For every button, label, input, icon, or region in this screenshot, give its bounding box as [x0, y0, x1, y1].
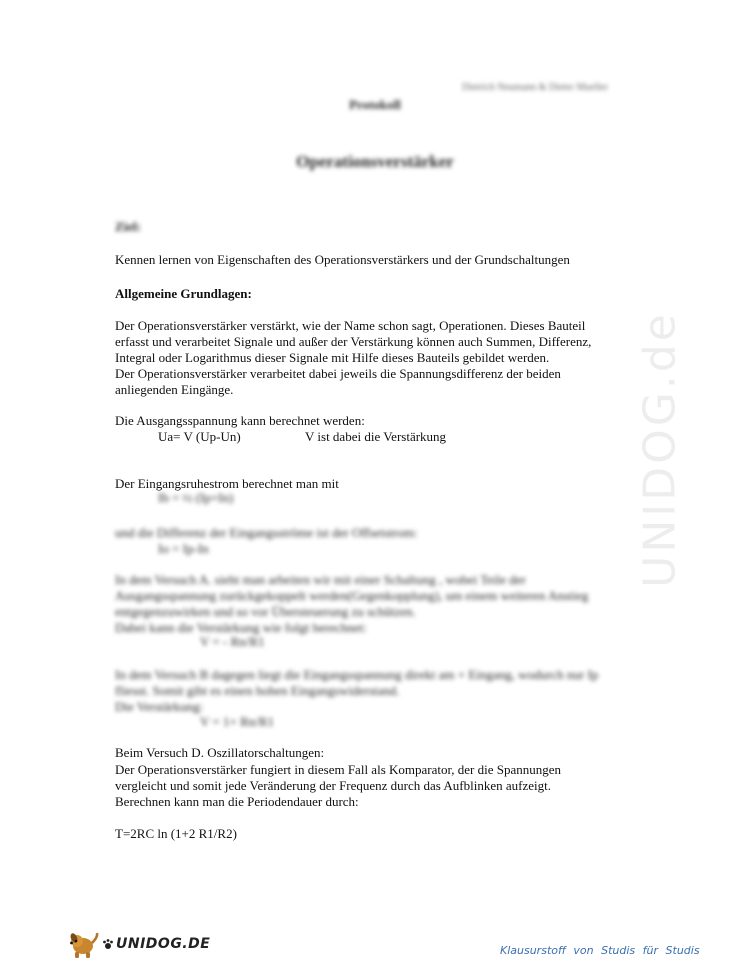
- grundlagen-heading: Allgemeine Grundlagen:: [115, 286, 252, 301]
- paragraph-line: Berechnen kann man die Periodendauer durch:: [115, 794, 359, 809]
- watermark-text: UNIDOG.de: [634, 311, 686, 588]
- ruhestrom-intro: Der Eingangsruhestrom berechnet man mit: [115, 476, 339, 491]
- offset-intro: und die Differenz der Eingangsströme ist der Offsetstrom:: [115, 525, 418, 540]
- paragraph-line: Der Operationsverstärker verstärkt, wie der Name schon sagt, Operationen. Dieses Bauteil: [115, 318, 586, 333]
- page-title: Operationsverstärker: [296, 152, 454, 171]
- ausgang-note: V ist dabei die Verstärkung: [305, 429, 447, 444]
- ausgang-intro: Die Ausgangsspannung kann berechnet werden:: [115, 413, 365, 428]
- paragraph-line: In dem Versuch B dagegen liegt die Eingangsspannung direkt am + Eingang, wodurch nur Ip: [115, 667, 599, 682]
- paragraph-line: Dabei kann die Verstärkung wie folgt berechnet:: [115, 620, 367, 635]
- ausgang-formula: Ua= V (Up-Un): [158, 429, 241, 444]
- footer-logo[interactable]: [66, 929, 210, 959]
- authors-line: Dietrich Neumann & Dieter Mueller: [462, 82, 609, 93]
- paragraph-line: vergleicht und somit jede Veränderung der Frequenz durch das Aufblinken aufzeigt.: [115, 778, 551, 793]
- paragraph-line: Beim Versuch D. Oszillatorschaltungen:: [115, 745, 325, 760]
- paragraph-line: Die Verstärkung:: [115, 699, 204, 714]
- versuch-a-formula: V = - Rn/R1: [200, 634, 265, 649]
- ruhestrom-formula: Ib = ½ (Ip+In): [158, 490, 234, 505]
- document-type: Protokoll: [349, 97, 401, 112]
- paragraph-line: Der Operationsverstärker fungiert in diesem Fall als Komparator, der die Spannungen: [115, 762, 562, 777]
- offset-formula: Io = Ip-In: [158, 541, 209, 556]
- paragraph-line: entgegenzuwirken und so vor Übersteuerung zu schützen.: [115, 604, 416, 619]
- paragraph-line: fliesst. Somit gibt es einen hohen Eingangswiderstand.: [115, 683, 400, 698]
- paragraph-line: anliegenden Eingänge.: [115, 382, 234, 397]
- footer-tagline: Klausurstoff von Studis für Studis: [500, 944, 700, 957]
- paragraph-line: Der Operationsverstärker verarbeitet dabei jeweils die Spannungsdifferenz der beiden: [115, 366, 561, 381]
- paragraph-line: Ausgangsspannung zurückgekoppelt werden(Gegenkopplung), um einem weiteren Anstieg: [115, 588, 589, 603]
- logo-text: UNIDOG.DE: [116, 936, 211, 952]
- dog-icon: [66, 929, 100, 959]
- paragraph-line: erfasst und verarbeitet Signale und außer der Verstärkung können auch Summen, Differenz,: [115, 334, 592, 349]
- paragraph-line: In dem Versuch A. sieht man arbeiten wir mit einer Schaltung , wobei Teile der: [115, 572, 526, 587]
- ziel-heading: Ziel:: [115, 219, 141, 234]
- paw-icon: [102, 938, 114, 950]
- versuch-b-formula: V = 1+ Rn/R1: [200, 714, 275, 729]
- paragraph-line: Integral oder Logarithmus dieser Signale mit Hilfe dieses Bauteils gebildet werden.: [115, 350, 550, 365]
- periode-formula: T=2RC ln (1+2 R1/R2): [115, 826, 237, 841]
- ziel-text: Kennen lernen von Eigenschaften des Operationsverstärkers und der Grundschaltungen: [115, 252, 570, 267]
